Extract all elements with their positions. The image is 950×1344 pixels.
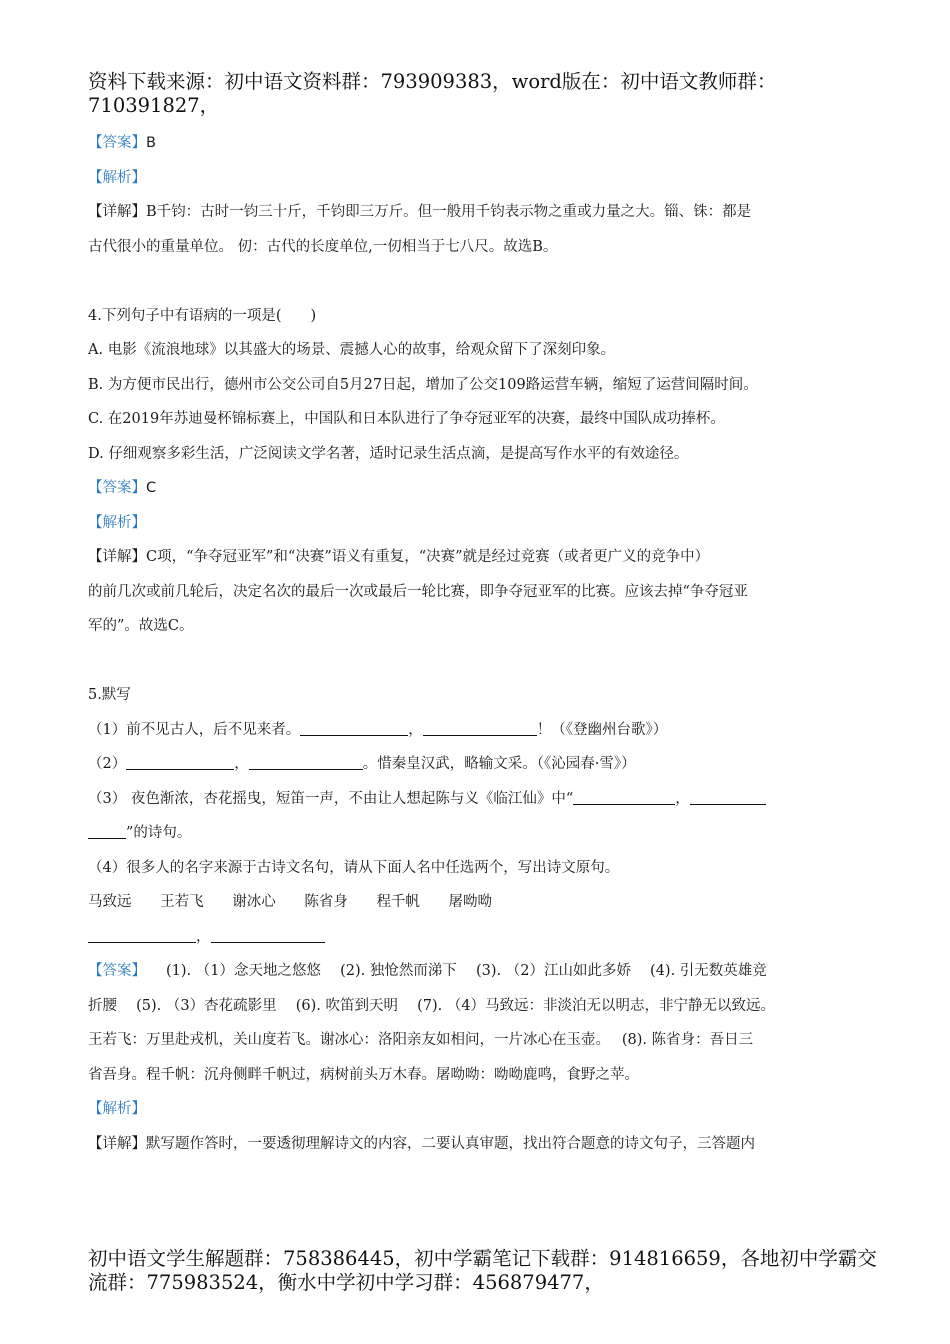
detail-label: 【详解】 [88, 1135, 146, 1152]
q5-analysis-line [88, 1092, 866, 1127]
answer-label: 【答案】 [88, 480, 146, 496]
q3-analysis-line [88, 161, 866, 196]
q4-option-b: B. 为方便市民出行，德州市公交公司自5月27日起，增加了公交109路运营车辆，缩短了运营间隔时间。 [88, 376, 758, 393]
q4-answer-line [88, 471, 866, 506]
q5-name-list [88, 885, 866, 920]
q4-detail-text-1: C项，“争夺冠亚军”和“决赛”语义有重复，“决赛”就是经过竞赛（或者更广义的竞争中） [146, 549, 710, 565]
fill-blank [88, 822, 126, 839]
q4-option-d: D. 仔细观察多彩生活，广泛阅读文学名著，适时记录生活点滴，是提高写作水平的有效途径。 [88, 445, 689, 462]
name-item: 程千帆 [376, 894, 420, 910]
spacer [88, 644, 866, 679]
q3-detail-line-1 [88, 195, 866, 230]
header-source-note: 资料下载来源：初中语文资料群：793909383，word版在：初中语文教师群：710391827， [88, 70, 777, 117]
fill-blank [423, 719, 537, 736]
q5-detail-line-1 [88, 1127, 866, 1162]
answer-label: 【答案】 [88, 135, 146, 151]
name-item: 屠呦呦 [448, 894, 493, 910]
q4-detail-line-2: 的前几次或前几轮后，决定名次的最后一次或最后一轮比赛，即争夺冠亚军的比赛。应该去掉“争夺冠亚 [88, 583, 748, 600]
name-item: 谢冰心 [232, 894, 276, 910]
detail-label: 【详解】 [88, 549, 146, 565]
q5-answer-line-3: 王若飞：万里赴戎机，关山度若飞。谢冰心：洛阳亲友如相问，一片冰心在玉壶。 (8). 陈省身：吾日三 [88, 1032, 754, 1048]
q4-analysis-line [88, 506, 866, 541]
name-item: 马致远 [88, 894, 132, 910]
q5-item-2 [88, 747, 866, 782]
analysis-label: 【解析】 [88, 169, 146, 186]
fill-blank [126, 753, 234, 770]
document-body [88, 126, 866, 1161]
q5-answer-line-2: 折腰 (5). （3）杏花疏影里 (6). 吹笛到天明 (7). （4）马致远：非淡泊无以明志，非宁静无以致远。 [88, 997, 776, 1014]
q3-answer-line [88, 126, 866, 161]
comma: ， [234, 756, 249, 772]
q4-detail-line-3: 军的”。故选C。 [88, 618, 194, 634]
q5-item-3 [88, 782, 866, 817]
fill-blank [690, 788, 766, 805]
q4-stem: 4.下列句子中有语病的一项是( ) [88, 307, 317, 324]
q5-item-1-text: （1）前不见古人，后不见来者。 [88, 721, 301, 738]
q3-detail-text-1: B千钧：古时一钧三十斤，千钧即三万斤。但一般用千钧表示物之重或力量之大。锱、铢：都是 [146, 204, 752, 220]
q5-item-1-source: ！（《登幽州台歌》） [536, 721, 668, 738]
q5-item-3-end: ”的诗句。 [126, 825, 192, 841]
q5-item-2-text: 。惜秦皇汉武，略输文采。（《沁园春·雪》） [362, 756, 636, 772]
q4-option-c: C. 在2019年苏迪曼杯锦标赛上，中国队和日本队进行了争夺冠亚军的决赛，最终中国队成功捧杯。 [88, 411, 725, 427]
q5-answer-text-1: (1). （1）念天地之悠悠 (2). 独怆然而涕下 (3). （2）江山如此多娇 (4). 引无数英雄竞 [166, 963, 767, 979]
name-item: 王若飞 [160, 894, 204, 910]
q5-detail-text-1: 默写题作答时，一要透彻理解诗文的内容，二要认真审题，找出符合题意的诗文句子，三答题内 [146, 1135, 755, 1152]
q5-stem: 5.默写 [88, 687, 131, 703]
footer-group-note: 初中语文学生解题群：758386445，初中学霸笔记下载群：914816659，各地初中学霸交流群：775983524，衡水中学初中学习群：456879477， [88, 1247, 877, 1294]
q5-item-3-text: （3） 夜色渐浓，杏花摇曳，短笛一声，不由让人想起陈与义《临江仙》中“ [88, 790, 574, 807]
comma: ， [196, 928, 211, 945]
q4-detail-line-1 [88, 540, 866, 575]
analysis-label: 【解析】 [88, 1101, 146, 1117]
q5-answer-line-1 [88, 954, 866, 989]
fill-blank [88, 926, 196, 943]
name-item: 陈省身 [304, 894, 348, 910]
comma: ， [408, 721, 423, 738]
q5-item-2-num: （2） [88, 756, 127, 772]
q4-answer: C [146, 480, 157, 496]
q5-item-1 [88, 713, 866, 748]
comma: ， [675, 790, 690, 807]
q5-item-4-blanks [88, 920, 866, 955]
fill-blank [573, 788, 675, 805]
fill-blank [211, 926, 325, 943]
q3-detail-line-2: 古代很小的重量单位。 仞：古代的长度单位,一仞相当于七八尺。故选B。 [88, 238, 558, 255]
q5-item-3-cont [88, 816, 866, 851]
q3-answer: B [146, 135, 156, 151]
q4-option-a: A. 电影《流浪地球》以其盛大的场景、震撼人心的故事，给观众留下了深刻印象。 [88, 342, 616, 358]
q5-item-4: （4）很多人的名字来源于古诗文名句，请从下面人名中任选两个，写出诗文原句。 [88, 859, 620, 876]
fill-blank [249, 753, 363, 770]
spacer [88, 264, 866, 299]
analysis-label: 【解析】 [88, 514, 146, 531]
answer-label: 【答案】 [88, 963, 146, 979]
fill-blank [300, 719, 408, 736]
q5-answer-line-4: 省吾身。程千帆：沉舟侧畔千帆过，病树前头万木春。屠呦呦：呦呦鹿鸣，食野之苹。 [88, 1066, 639, 1083]
detail-label: 【详解】 [88, 204, 146, 220]
